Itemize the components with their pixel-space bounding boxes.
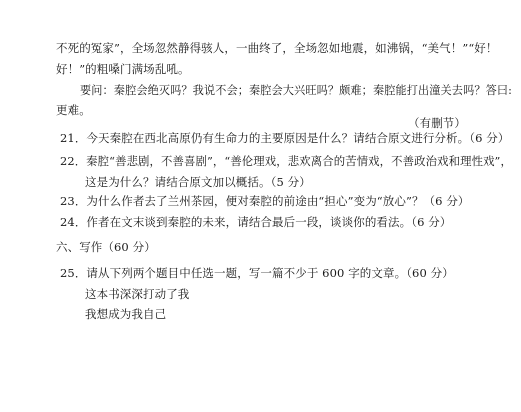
passage-line: 不死的冤家”，全场忽然静得骇人，一曲终了，全场忽如地震，如沸锅，“美气！”“好！ [56, 41, 498, 55]
question-22-continued: 这是为什么？请结合原文加以概括。（5 分） [85, 175, 311, 189]
passage-line: 好！”的粗嗓门满场乱吼。 [56, 62, 190, 76]
writing-topic-2: 我想成为我自己 [85, 307, 167, 321]
question-22: 22．秦腔“善悲剧，不善喜剧”，“善伦理戏，悲欢离合的苦情戏，不善政治戏和理性戏”， [60, 154, 512, 168]
section-heading: 六、写作（60 分） [56, 240, 156, 254]
abridged-note: （有删节） [408, 116, 466, 130]
passage-line: 要问：秦腔会绝灭吗？我说不会；秦腔会大兴旺吗？颇难；秦腔能打出潼关去吗？答曰: [80, 83, 513, 97]
question-23: 23．为什么作者去了兰州茶园，便对秦腔的前途由“担心”变为“放心”？（6 分） [60, 194, 470, 208]
passage-line: 更难。 [56, 103, 91, 117]
question-25: 25．请从下列两个题目中任选一题，写一篇不少于 600 字的文章。（60 分） [60, 266, 454, 280]
writing-topic-1: 这本书深深打动了我 [85, 287, 190, 301]
question-21: 21．今天秦腔在西北高原仍有生命力的主要原因是什么？请结合原文进行分析。（6 分） [60, 131, 510, 145]
question-24: 24．作者在文末谈到秦腔的未来，请结合最后一段，谈谈你的看法。（6 分） [60, 215, 452, 229]
